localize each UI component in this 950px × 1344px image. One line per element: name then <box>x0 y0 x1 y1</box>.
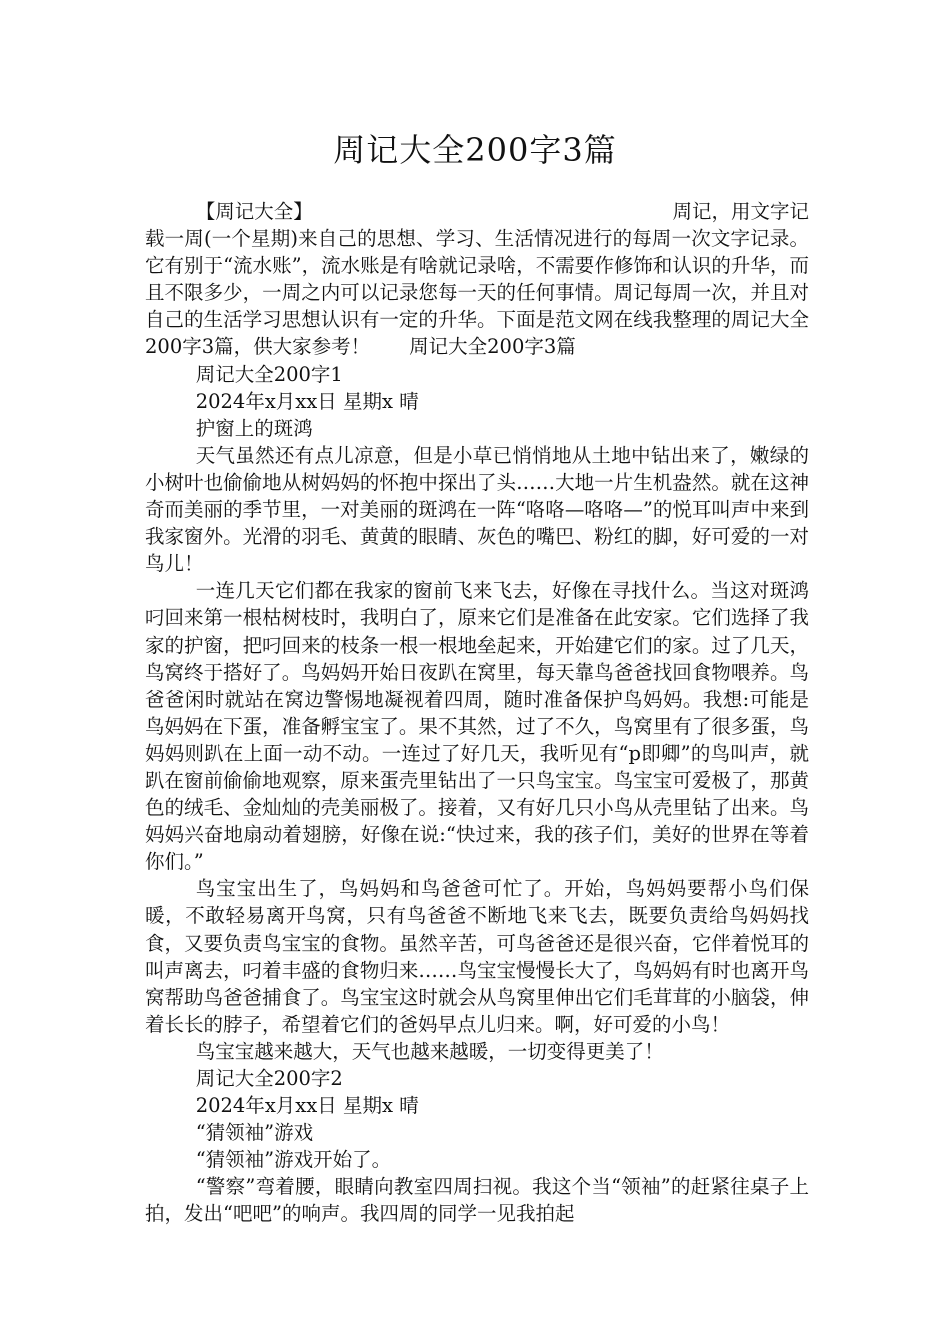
paragraph: 鸟宝宝出生了，鸟妈妈和鸟爸爸可忙了。开始，鸟妈妈要帮小鸟们保暖，不敢轻易离开鸟窝，只有鸟爸爸不断地飞来飞去，既要负责给鸟妈妈找食，又要负责鸟宝宝的食物。虽然辛苦，可鸟爸爸还是很兴奋，它伴着悦耳的叫声离去，叼着丰盛的食物归来……鸟宝宝慢慢长大了，鸟妈妈有时也离开鸟窝帮助鸟爸爸捕食了。鸟宝宝这时就会从鸟窝里伸出它们毛茸茸的小脑袋，伸着长长的脖子，希望着它们的爸妈早点儿归来。啊，好可爱的小鸟！ <box>145 877 809 1036</box>
paragraph: “猜领袖”游戏开始了。 <box>195 1148 392 1172</box>
paragraph: 鸟宝宝越来越大，天气也越来越暖，一切变得更美了！ <box>195 1039 664 1063</box>
paragraph: 天气虽然还有点儿凉意，但是小草已悄悄地从土地中钻出来了，嫩绿的小树叶也偷偷地从树妈妈的怀抱中探出了头……大地一片生机盎然。就在这神奇而美丽的季节里，一对美丽的斑鸿在一阵“咯咯—咯咯—”的悦耳叫声中来到我家窗外。光滑的羽毛、黄黄的眼睛、灰色的嘴巴、粉红的脚，好可爱的一对鸟儿！ <box>145 443 809 576</box>
date-line-1: 2024年x月xx日 星期x 晴 <box>195 389 419 413</box>
date-line-2: 2024年x月xx日 星期x 晴 <box>195 1094 419 1118</box>
intro-paragraph: 载一周(一个星期)来自己的思想、学习、生活情况进行的每周一次文字记录。它有别于“流水账”，流水账是有啥就记录啥，不需要作修饰和认识的升华，而且不限多少，一周之内可以记录您每一天的任何事情。周记每周一次，并且对自己的生活学习思想认识有一定的升华。下面是范文网在线我整理的周记大全200字3篇，供大家参考！ 周记大全200字3篇 <box>145 227 809 359</box>
paragraph: “警察”弯着腰，眼睛向教室四周扫视。我这个当“领袖”的赶紧往桌子上拍，发出“吧吧”的响声。我四周的同学一见我拍起 <box>145 1175 809 1226</box>
story-title-1: 护窗上的斑鸿 <box>195 416 313 440</box>
document-body <box>145 198 809 1228</box>
story-title-2: “猜领袖”游戏 <box>195 1121 314 1145</box>
document-title: 周记大全200字3篇 <box>333 131 617 169</box>
intro-heading-line <box>145 198 809 225</box>
section-heading-2: 周记大全200字2 <box>195 1067 343 1090</box>
intro-tag: 【周记大全】 <box>195 200 313 223</box>
paragraph: 一连几天它们都在我家的窗前飞来飞去，好像在寻找什么。当这对斑鸿叼回来第一根枯树枝时，我明白了，原来它们是准备在此安家。它们选择了我家的护窗，把叼回来的枝条一根一根地垒起来，开始建它们的家。过了几天，鸟窝终于搭好了。鸟妈妈开始日夜趴在窝里，每天靠鸟爸爸找回食物喂养。鸟爸爸闲时就站在窝边警惕地凝视着四周，随时准备保护鸟妈妈。我想:可能是鸟妈妈在下蛋，准备孵宝宝了。果不其然，过了不久，鸟窝里有了很多蛋，鸟妈妈则趴在上面一动不动。一连过了好几天，我听见有“p即卿”的鸟叫声，就趴在窗前偷偷地观察，原来蛋壳里钻出了一只鸟宝宝。鸟宝宝可爱极了，那黄色的绒毛、金灿灿的壳美丽极了。接着，又有好几只小鸟从壳里钻了出来。鸟妈妈兴奋地扇动着翅膀，好像在说:“快过来，我的孩子们，美好的世界在等着你们。” <box>145 579 809 874</box>
intro-lead: 周记，用文字记 <box>672 200 809 223</box>
section-heading-1: 周记大全200字1 <box>195 362 343 386</box>
